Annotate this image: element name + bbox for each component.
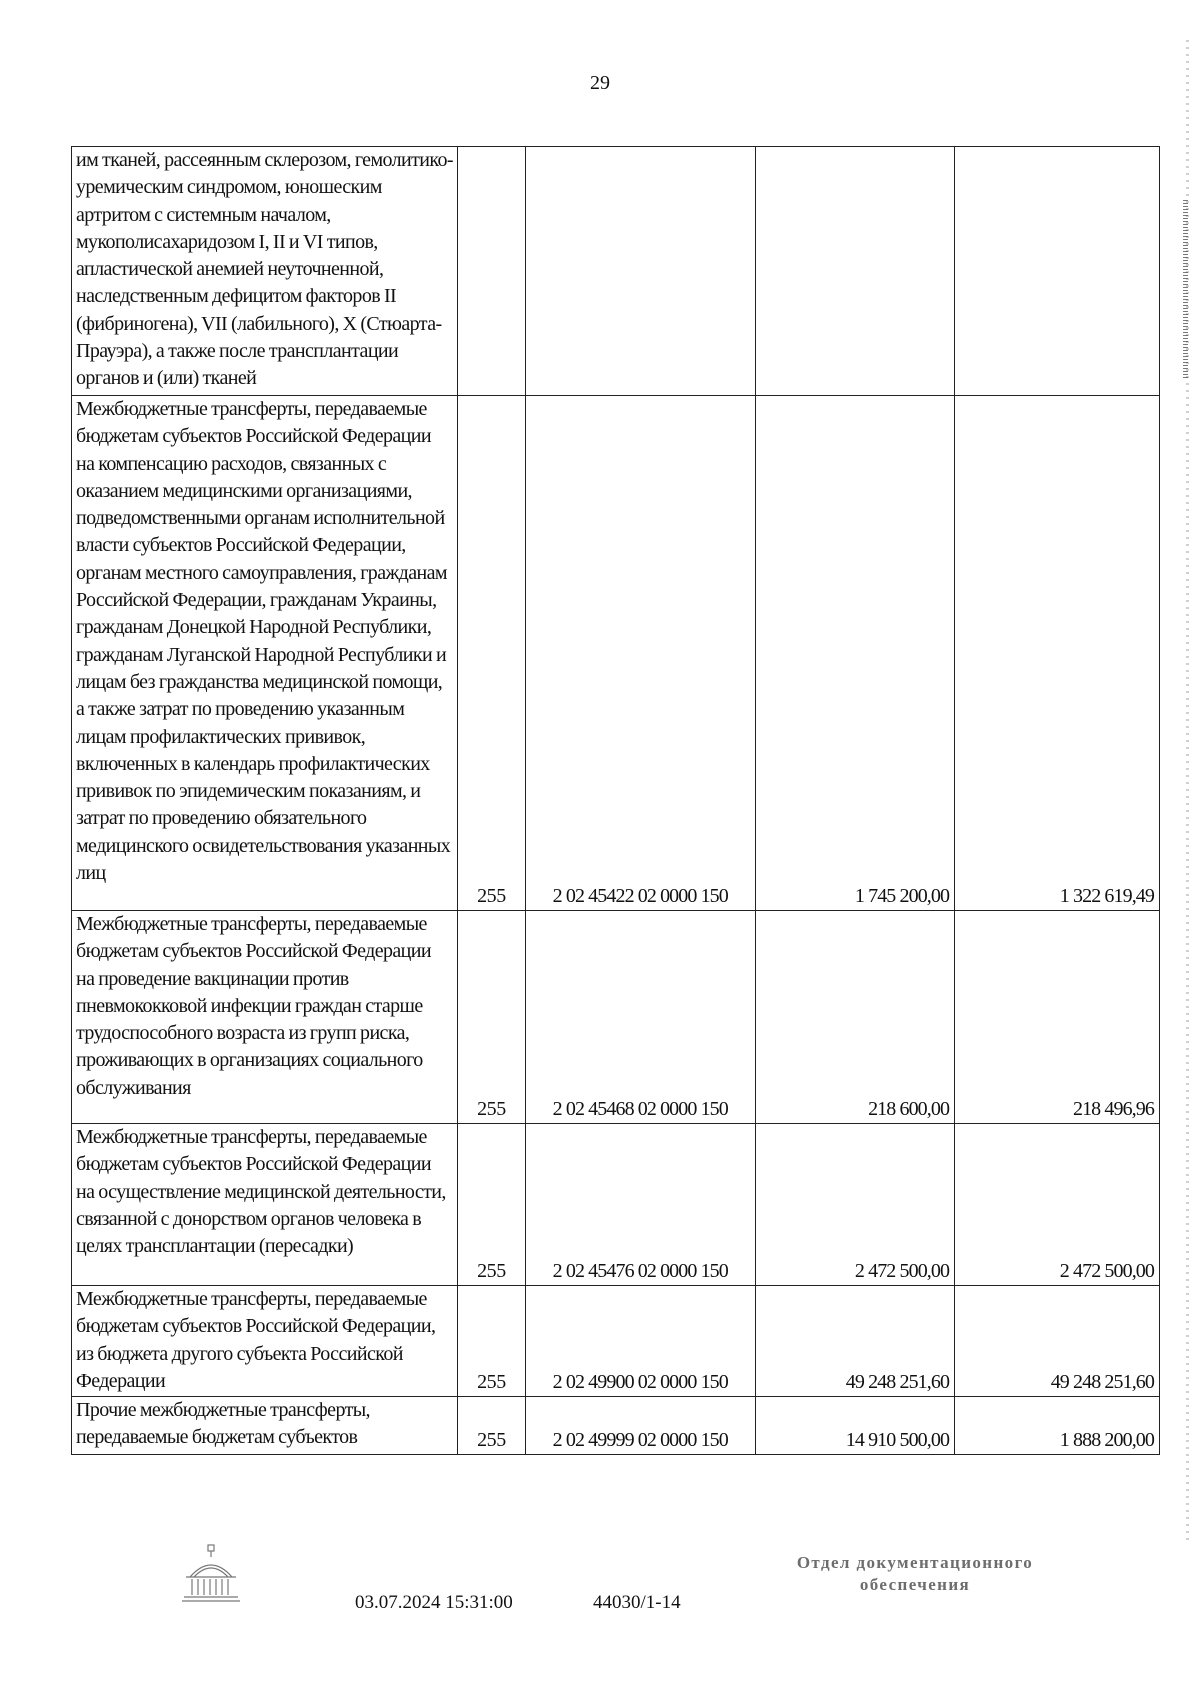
row-code-cell: 255 [458, 911, 526, 1124]
row-kbk-cell: 2 02 49900 02 0000 150 [525, 1286, 755, 1397]
row-name-cell [72, 396, 458, 911]
page-number: 29 [590, 72, 610, 94]
row-name-cell [72, 1397, 458, 1455]
duma-building-icon [178, 1543, 244, 1609]
row-plan-cell [755, 147, 954, 396]
row-name-text: Межбюджетные трансферты, передаваемые бюджетам субъектов Российской Федерации, из бюджета другого субъекта Российской Федерации [76, 1288, 436, 1392]
row-exec-cell [955, 147, 1160, 396]
row-kbk-cell: 2 02 45476 02 0000 150 [525, 1124, 755, 1286]
row-plan-cell: 49 248 251,60 [755, 1286, 954, 1397]
row-code-cell [458, 147, 526, 396]
row-kbk-cell: 2 02 49999 02 0000 150 [525, 1397, 755, 1455]
row-plan-cell: 1 745 200,00 [755, 396, 954, 911]
row-exec-cell: 1 322 619,49 [955, 396, 1160, 911]
budget-table [71, 146, 1160, 1455]
row-name-text: Прочие межбюджетные трансферты, передаваемые бюджетам субъектов [76, 1399, 370, 1449]
document-datetime: 03.07.2024 15:31:00 [355, 1592, 513, 1613]
row-code-cell: 255 [458, 396, 526, 911]
scan-edge-barcode [1183, 200, 1188, 380]
table-row [72, 911, 1160, 1124]
row-code-cell: 255 [458, 1286, 526, 1397]
row-plan-cell: 2 472 500,00 [755, 1124, 954, 1286]
row-exec-cell: 49 248 251,60 [955, 1286, 1160, 1397]
row-name-text: Межбюджетные трансферты, передаваемые бюджетам субъектов Российской Федерации на проведение вакцинации против пневмококковой инфекции граждан старше трудоспособного возраста из групп риска, проживающих в организациях социального обслуживания [76, 913, 431, 1099]
row-name-text: Межбюджетные трансферты, передаваемые бюджетам субъектов Российской Федерации на компенсацию расходов, связанных с оказанием медицинскими организациями, подведомственными органам исполнительной власти субъектов Российской Федерации, органам местного самоуправления, гражданам Российской Федерации, гражданам Украины, гражданам Донецкой Народной Республики, гражданам Луганской Народной Республики и лицам без гражданства медицинской помощи, а также затрат по проведению указанным лицам профилактических прививок, включенных в календарь профилактических прививок по эпидемическим показаниям, и затрат по проведению обязательного медицинского освидетельствования указанных лиц [76, 398, 451, 885]
row-plan-cell: 218 600,00 [755, 911, 954, 1124]
table-row [72, 1397, 1160, 1455]
table-row [72, 396, 1160, 911]
registration-number: 44030/1-14 [593, 1592, 681, 1613]
row-name-cell [72, 911, 458, 1124]
row-name-cell [72, 1124, 458, 1286]
row-kbk-cell: 2 02 45422 02 0000 150 [525, 396, 755, 911]
table-row [72, 1286, 1160, 1397]
stamp-line-2: обеспечения [859, 1575, 971, 1594]
row-code-cell: 255 [458, 1124, 526, 1286]
row-name-text: им тканей, рассеянным склерозом, гемолитико-уремическим синдромом, юношеским артритом с системным началом, мукополисахаридозом I, II и VI типов, апластической анемией неуточненной, наследственным дефицитом факторов II (фибриногена), VII (лабильного), X (Стюарта-Прауэра), а также после трансплантации органов и (или) тканей [76, 149, 453, 390]
row-exec-cell: 1 888 200,00 [955, 1397, 1160, 1455]
row-name-text: Межбюджетные трансферты, передаваемые бюджетам субъектов Российской Федерации на осуществление медицинской деятельности, связанной с донорством органов человека в целях трансплантации (пересадки) [76, 1126, 446, 1258]
row-kbk-cell [525, 147, 755, 396]
row-kbk-cell: 2 02 45468 02 0000 150 [525, 911, 755, 1124]
stamp-line-1: Отдел документационного [796, 1553, 1034, 1572]
table-row [72, 147, 1160, 396]
row-name-cell [72, 1286, 458, 1397]
table-row [72, 1124, 1160, 1286]
row-exec-cell: 218 496,96 [955, 911, 1160, 1124]
row-code-cell: 255 [458, 1397, 526, 1455]
department-stamp [750, 1552, 1080, 1596]
row-exec-cell: 2 472 500,00 [955, 1124, 1160, 1286]
row-name-cell [72, 147, 458, 396]
row-plan-cell: 14 910 500,00 [755, 1397, 954, 1455]
